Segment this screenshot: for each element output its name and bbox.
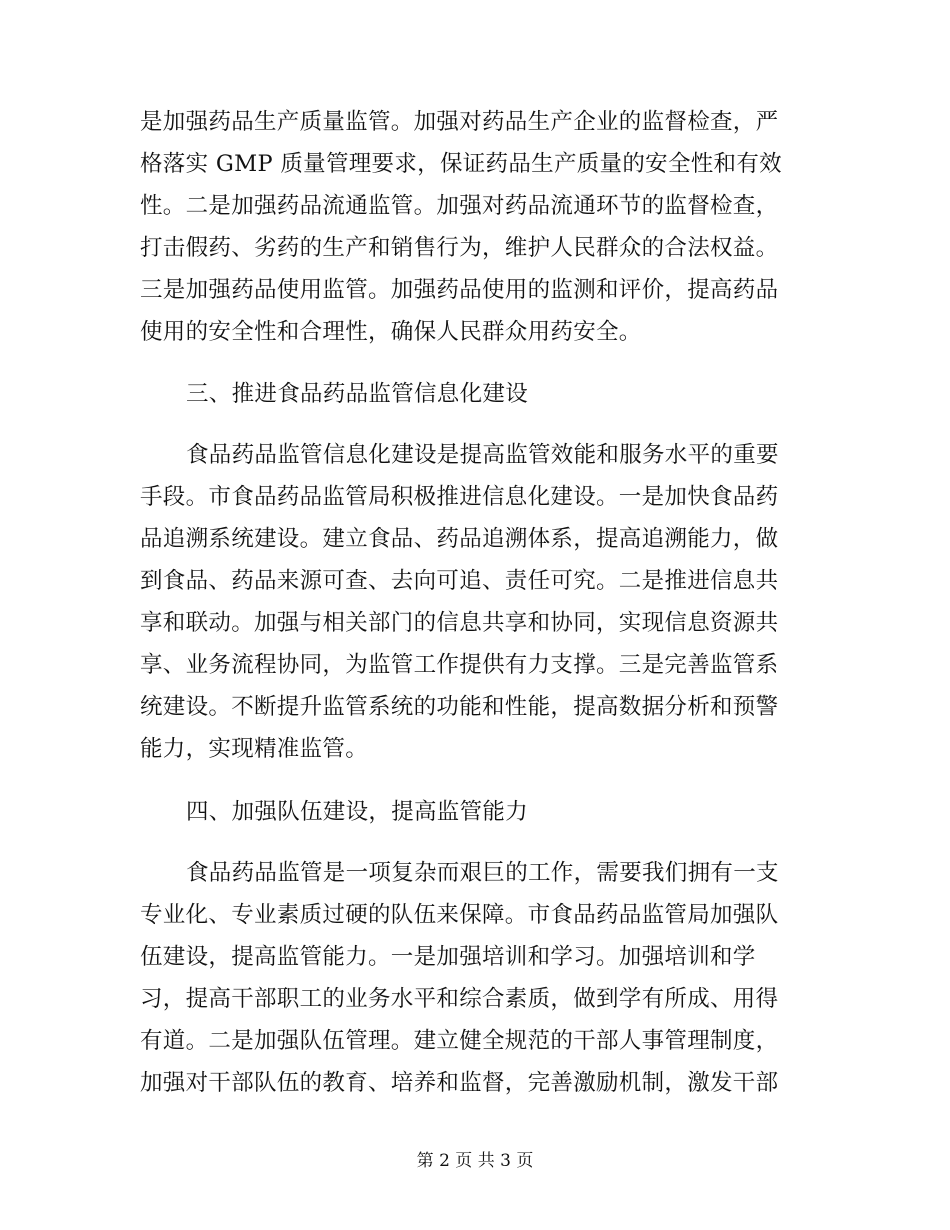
text-line: 统建设。不断提升监管系统的功能和性能，提高数据分析和预警 — [140, 694, 779, 720]
text-line: 使用的安全性和合理性，确保人民群众用药安全。 — [140, 319, 642, 345]
text-line: 伍建设，提高监管能力。一是加强培训和学习。加强培训和学 — [140, 944, 756, 970]
text-line: 性。二是加强药品流通监管。加强对药品流通环节的监督检查， — [140, 193, 779, 219]
text-line: 手段。市食品药品监管局积极推进信息化建设。一是加快食品药 — [140, 484, 779, 510]
text-line: 食品药品监管信息化建设是提高监管效能和服务水平的重要 — [186, 442, 779, 468]
text-line: 食品药品监管是一项复杂而艰巨的工作，需要我们拥有一支 — [186, 860, 779, 886]
text-line: 享和联动。加强与相关部门的信息共享和协同，实现信息资源共 — [140, 610, 779, 636]
text-line: 专业化、专业素质过硬的队伍来保障。市食品药品监管局加强队 — [140, 902, 779, 928]
text-line: 到食品、药品来源可查、去向可追、责任可究。二是推进信息共 — [140, 568, 779, 594]
text-line: 有道。二是加强队伍管理。建立健全规范的干部人事管理制度， — [140, 1028, 779, 1054]
page-number-footer: 第 2 页 共 3 页 — [416, 1151, 534, 1171]
text-line: 习，提高干部职工的业务水平和综合素质，做到学有所成、用得 — [140, 986, 779, 1012]
text-line: 加强对干部队伍的教育、培养和监督，完善激励机制，激发干部 — [140, 1070, 779, 1096]
section-heading: 三、推进食品药品监管信息化建设 — [186, 381, 529, 407]
text-line: 格落实 GMP 质量管理要求，保证药品生产质量的安全性和有效 — [140, 151, 782, 177]
text-line: 打击假药、劣药的生产和销售行为，维护人民群众的合法权益。 — [140, 235, 779, 261]
text-line: 品追溯系统建设。建立食品、药品追溯体系，提高追溯能力，做 — [140, 526, 779, 552]
section-heading: 四、加强队伍建设，提高监管能力 — [186, 799, 529, 825]
text-line: 三是加强药品使用监管。加强药品使用的监测和评价，提高药品 — [140, 277, 779, 303]
text-line: 是加强药品生产质量监管。加强对药品生产企业的监督检查，严 — [140, 109, 779, 135]
text-line: 能力，实现精准监管。 — [140, 736, 369, 762]
text-line: 享、业务流程协同，为监管工作提供有力支撑。三是完善监管系 — [140, 652, 779, 678]
